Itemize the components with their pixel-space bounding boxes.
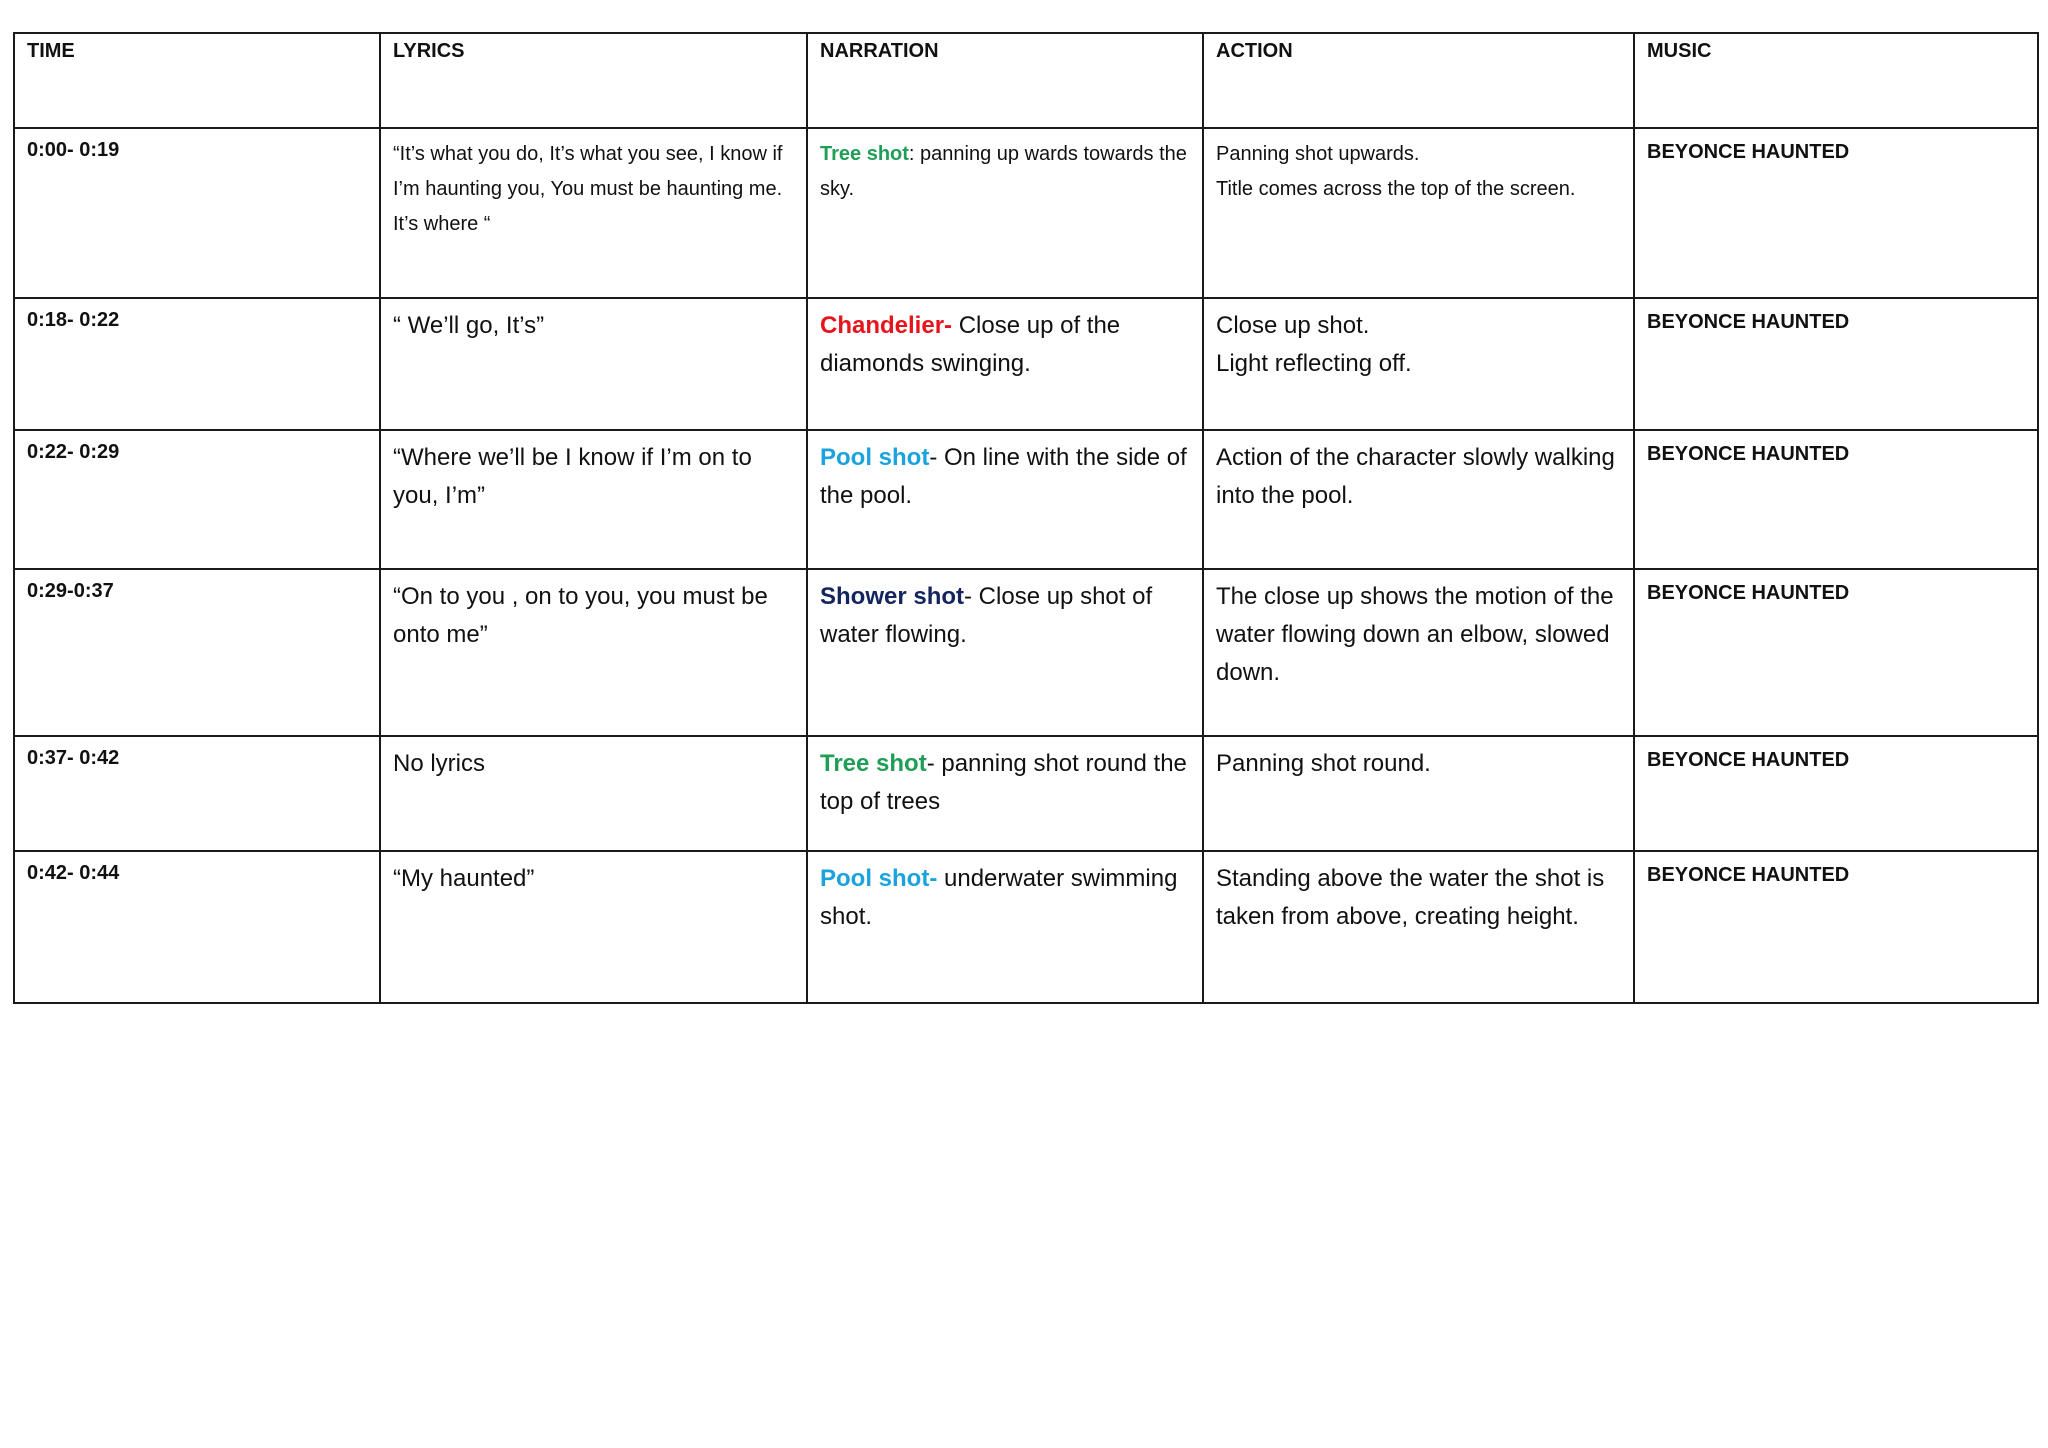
action-line: Standing above the water the shot is taken from above, creating height. — [1216, 865, 1605, 930]
action-cell — [1203, 298, 1634, 430]
action-text — [1216, 439, 1621, 515]
action-text — [1216, 307, 1621, 383]
action-line: Panning shot round. — [1216, 750, 1431, 777]
narration-cell — [807, 298, 1203, 430]
narration-text — [820, 860, 1190, 936]
table-row — [14, 569, 2038, 736]
lyrics-text: No lyrics — [393, 750, 486, 777]
narration-description: underwater swimming shot. — [820, 865, 1178, 930]
header-row — [14, 33, 2038, 128]
lyrics-cell — [380, 298, 807, 430]
action-line: Panning shot upwards. — [1216, 143, 1420, 165]
time-cell: 0:29-0:37 — [14, 569, 380, 736]
narration-cell — [807, 851, 1203, 1003]
header-time: TIME — [14, 33, 380, 128]
action-text — [1216, 745, 1621, 783]
header-action: ACTION — [1203, 33, 1634, 128]
music-cell: BEYONCE HAUNTED — [1634, 569, 2038, 736]
shot-label-pool: Pool shot- — [820, 865, 938, 892]
narration-text — [820, 439, 1190, 515]
table-row — [14, 128, 2038, 298]
table-row — [14, 851, 2038, 1003]
action-line: Title comes across the top of the screen. — [1216, 178, 1576, 200]
lyrics-text: “My haunted” — [393, 865, 535, 892]
header-lyrics: LYRICS — [380, 33, 807, 128]
narration-text — [820, 578, 1190, 654]
lyrics-cell — [380, 430, 807, 569]
header-music: MUSIC — [1634, 33, 2038, 128]
action-cell — [1203, 128, 1634, 298]
table-row — [14, 430, 2038, 569]
music-cell: BEYONCE HAUNTED — [1634, 736, 2038, 851]
music-cell: BEYONCE HAUNTED — [1634, 851, 2038, 1003]
music-cell: BEYONCE HAUNTED — [1634, 430, 2038, 569]
lyrics-cell — [380, 128, 807, 298]
lyrics-text: “On to you , on to you, you must be onto me” — [393, 583, 768, 648]
action-line: Action of the character slowly walking into the pool. — [1216, 444, 1615, 509]
shot-label-tree: Tree shot — [820, 750, 927, 777]
narration-cell — [807, 128, 1203, 298]
action-cell — [1203, 569, 1634, 736]
shot-label-chandelier: Chandelier- — [820, 312, 953, 339]
narration-text — [820, 307, 1190, 383]
shot-label-pool: Pool shot — [820, 444, 930, 471]
time-cell: 0:42- 0:44 — [14, 851, 380, 1003]
action-text — [1216, 578, 1621, 692]
action-cell — [1203, 851, 1634, 1003]
narration-description: Close up of the diamonds swinging. — [820, 312, 1121, 377]
header-narration: NARRATION — [807, 33, 1203, 128]
narration-cell — [807, 569, 1203, 736]
music-cell: BEYONCE HAUNTED — [1634, 128, 2038, 298]
storyboard-table — [13, 32, 2039, 1004]
lyrics-cell — [380, 851, 807, 1003]
time-cell: 0:37- 0:42 — [14, 736, 380, 851]
narration-description: - Close up shot of water flowing. — [820, 583, 1153, 648]
table-row — [14, 736, 2038, 851]
narration-description: : panning up wards towards the sky. — [820, 143, 1187, 200]
narration-text — [820, 745, 1190, 821]
action-line: The close up shows the motion of the water flowing down an elbow, slowed down. — [1216, 583, 1614, 686]
narration-description: - On line with the side of the pool. — [820, 444, 1187, 509]
action-line: Light reflecting off. — [1216, 350, 1412, 377]
action-line: Close up shot. — [1216, 312, 1370, 339]
action-text — [1216, 860, 1621, 936]
lyrics-cell — [380, 736, 807, 851]
narration-cell — [807, 736, 1203, 851]
action-cell — [1203, 736, 1634, 851]
music-cell: BEYONCE HAUNTED — [1634, 298, 2038, 430]
time-cell: 0:00- 0:19 — [14, 128, 380, 298]
shot-label-tree: Tree shot — [820, 143, 909, 165]
lyrics-text: “It’s what you do, It’s what you see, I know if I’m haunting you, You must be haunting me. It’s where “ — [393, 143, 783, 235]
narration-description: - panning shot round the top of trees — [820, 750, 1187, 815]
action-text — [1216, 137, 1621, 207]
shot-label-shower: Shower shot — [820, 583, 965, 610]
lyrics-cell — [380, 569, 807, 736]
narration-cell — [807, 430, 1203, 569]
lyrics-text: “ We’ll go, It’s” — [393, 312, 545, 339]
action-cell — [1203, 430, 1634, 569]
table-row — [14, 298, 2038, 430]
narration-text — [820, 137, 1190, 207]
time-cell: 0:22- 0:29 — [14, 430, 380, 569]
lyrics-text: “Where we’ll be I know if I’m on to you, I’m” — [393, 444, 752, 509]
time-cell: 0:18- 0:22 — [14, 298, 380, 430]
